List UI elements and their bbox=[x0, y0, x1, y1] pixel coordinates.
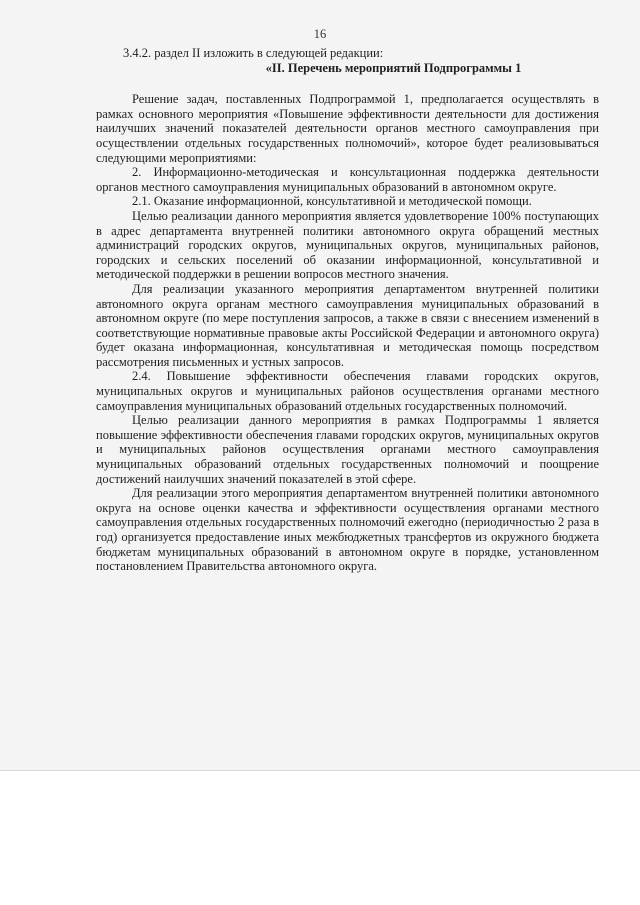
section-heading: «II. Перечень мероприятий Подпрограммы 1 bbox=[265, 60, 522, 75]
paragraph-item-2-1: 2.1. Оказание информационной, консультативной и методической помощи. bbox=[132, 194, 532, 209]
paragraph-item-2-4: 2.4. Повышение эффективности обеспечения главами городских округов, муниципальных округов и муниципальных районов осуществления органами местного самоуправления муниципальных образований отдельных государственных полномочий. bbox=[96, 369, 599, 413]
paragraph-goal-2-1: Целью реализации данного мероприятия является удовлетворение 100% поступающих в адрес департамента внутренней политики автономного округа обращений местных администраций городских округов, муниципальных округов, муниципальных районов, городских и сельских поселений об оказании информационной, консультативной и методической поддержки в решении вопросов местного значения. bbox=[96, 208, 599, 282]
paragraph-implementation-2-4: Для реализации этого мероприятия департаментом внутренней политики автономного округа на основе оценки качества и эффективности осуществления органами местного самоуправления отдельных государственных полномочий ежегодно (периодичностью 2 раза в год) организуется предоставление иных межбюджетных трансфертов из окружного бюджета бюджетам муниципальных образований в автономном округе в порядке, установленном постановлением Правительства автономного округа. bbox=[96, 486, 599, 574]
page-number: 16 bbox=[313, 27, 327, 41]
document-body bbox=[96, 46, 599, 574]
paragraph-item-2: 2. Информационно-методическая и консультационная поддержка деятельности органов местного самоуправления муниципальных образований в автономном округе. bbox=[96, 165, 599, 194]
paragraph-implementation-2-1: Для реализации указанного мероприятия департаментом внутренней политики автономного округа органам местного самоуправления муниципальных образований в автономном округе (по мере поступления запросов, а также в связи с внесением изменений в соответствующие нормативные правовые акты Российской Федерации и автономного округа) будет оказана информационная, консультативная и методическая помощь посредством рассмотрения письменных и устных запросов. bbox=[96, 281, 599, 369]
section-intro: 3.4.2. раздел II изложить в следующей редакции: bbox=[123, 46, 384, 60]
paragraph-tasks: Решение задач, поставленных Подпрограммой 1, предполагается осуществлять в рамках основного мероприятия «Повышение эффективности деятельности для достижения наилучших значений показателей деятельности органов местного самоуправления при осуществлении отдельных государственных полномочий», которое будет реализовываться следующими мероприятиями: bbox=[96, 92, 599, 165]
paragraph-goal-2-4: Целью реализации данного мероприятия в рамках Подпрограммы 1 является повышение эффективности обеспечения главами городских округов, муниципальных округов и муниципальных районов осуществления органами местного самоуправления муниципальных образований отдельных государственных полномочий и поощрение достижений наилучших значений показателей в этой сфере. bbox=[96, 413, 599, 486]
